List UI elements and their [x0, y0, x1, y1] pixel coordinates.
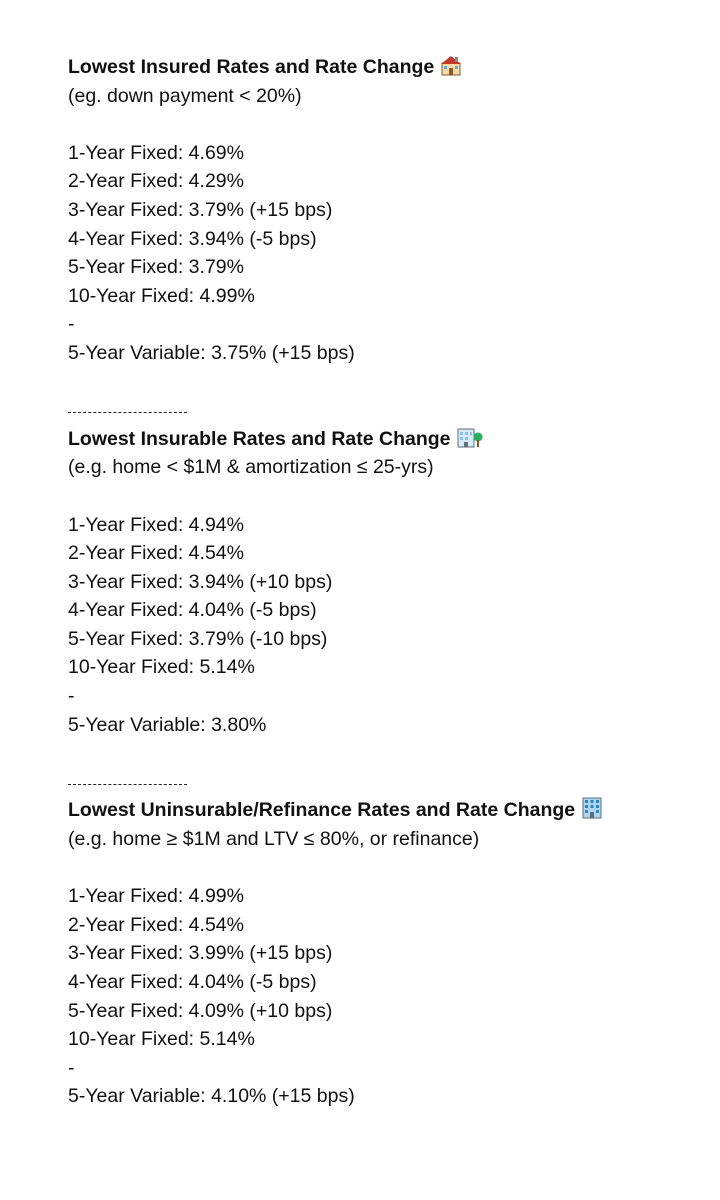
rate-line: 3-Year Fixed: 3.94% (+10 bps) [68, 570, 333, 593]
rate-line: 5-Year Fixed: 4.09% (+10 bps) [68, 999, 333, 1022]
rate-line: 5-Year Fixed: 3.79% [68, 256, 244, 279]
section-insured [68, 53, 708, 396]
rate-line: 2-Year Fixed: 4.29% [68, 170, 244, 193]
section-subtitle: (eg. down payment < 20%) [68, 84, 302, 107]
rate-line: 2-Year Fixed: 4.54% [68, 913, 244, 936]
variable-rate-line: 5-Year Variable: 4.10% (+15 bps) [68, 1085, 355, 1108]
rate-line: 1-Year Fixed: 4.69% [68, 141, 244, 164]
rate-line: 4-Year Fixed: 3.94% (-5 bps) [68, 227, 317, 250]
rate-line: 10-Year Fixed: 5.14% [68, 656, 255, 679]
section-insurable [68, 425, 708, 768]
houses-with-tree-icon [457, 426, 483, 457]
section-subtitle: (e.g. home < $1M & amortization ≤ 25-yrs) [68, 456, 434, 479]
section-title-text: Lowest Insurable Rates and Rate Change [68, 427, 451, 450]
rate-line: 3-Year Fixed: 3.99% (+15 bps) [68, 942, 333, 965]
rate-line: 10-Year Fixed: 4.99% [68, 284, 255, 307]
section-title [68, 425, 708, 454]
rate-line: 4-Year Fixed: 4.04% (-5 bps) [68, 971, 317, 993]
variable-rate-line: 5-Year Variable: 3.80% [68, 713, 267, 736]
section-subtitle: (e.g. home ≥ $1M and LTV ≤ 80%, or refinance) [68, 828, 480, 851]
section-title-text: Lowest Insured Rates and Rate Change [68, 56, 435, 78]
rates-document [68, 53, 708, 1111]
rate-line: 1-Year Fixed: 4.94% [68, 513, 244, 536]
rate-line: 2-Year Fixed: 4.54% [68, 542, 244, 565]
house-icon [440, 54, 462, 85]
rate-line: 4-Year Fixed: 4.04% (-5 bps) [68, 599, 317, 622]
rate-line: 3-Year Fixed: 3.79% (+15 bps) [68, 198, 333, 221]
section-title-text: Lowest Uninsurable/Refinance Rates and Rate Change [68, 799, 576, 822]
office-building-icon [581, 797, 603, 828]
section-uninsurable [68, 796, 708, 1111]
section-divider [68, 396, 708, 425]
variable-rate-line: 5-Year Variable: 3.75% (+15 bps) [68, 341, 355, 364]
rate-line: 5-Year Fixed: 3.79% (-10 bps) [68, 627, 328, 650]
rate-line: 10-Year Fixed: 5.14% [68, 1028, 255, 1051]
section-divider [68, 768, 708, 797]
section-title [68, 53, 708, 82]
separator-dash: - [68, 1056, 75, 1079]
section-title [68, 796, 708, 825]
separator-dash: - [68, 313, 75, 336]
separator-dash: - [68, 685, 75, 708]
rate-line: 1-Year Fixed: 4.99% [68, 885, 244, 908]
